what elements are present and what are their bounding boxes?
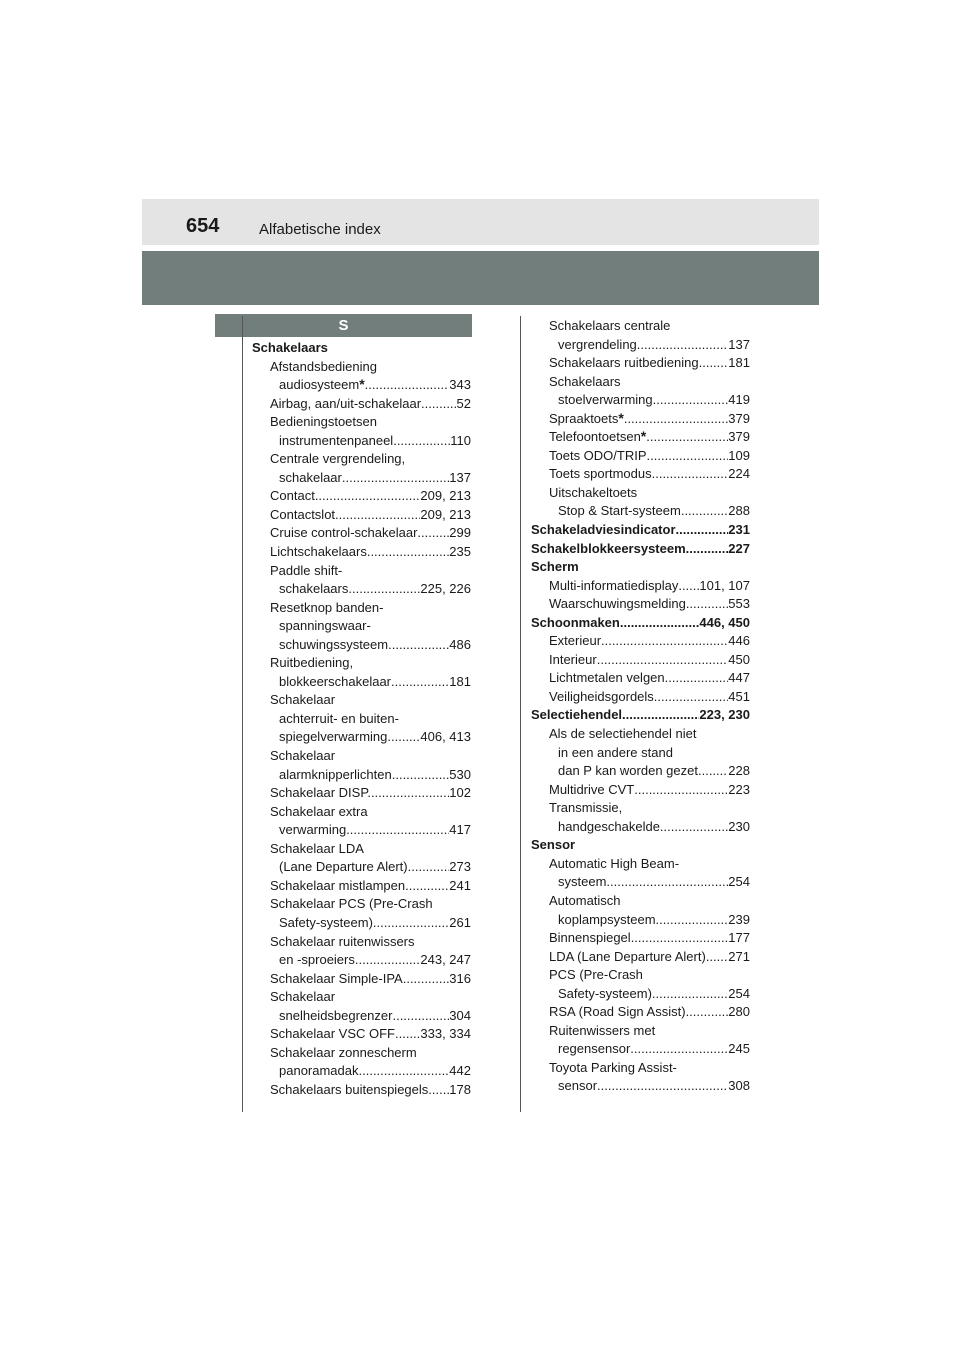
index-entry-text: Exterieur [549,633,602,649]
index-entry-text: schuwingssysteem [279,636,389,652]
index-entry-text: Schakelaar [270,692,336,708]
index-entry-text: schakelaar [279,469,342,485]
dot-leader [335,506,420,525]
dot-leader [391,673,449,692]
page-reference: 101, 107 [699,577,750,593]
page-reference: 102 [449,785,471,801]
page-reference: 223 [728,781,750,797]
dot-leader [646,428,728,447]
index-entry-text: alarmknipperlichten [279,766,392,782]
index-entry [252,673,471,692]
index-entry-text: Schakelblokkeersysteem [531,540,686,556]
index-entry [252,450,471,469]
index-heading [531,540,750,559]
index-entry [252,506,471,525]
dot-leader [686,1003,729,1022]
index-entry [252,469,471,488]
dot-leader [417,524,449,543]
dot-leader [346,821,449,840]
index-entry [531,632,750,651]
index-entry [252,691,471,710]
index-entry [252,858,471,877]
dot-leader [395,1025,420,1044]
page-reference: 442 [449,1063,471,1079]
page-reference: 181 [728,355,750,371]
index-entry-text: achterruit- en buiten- [279,710,399,726]
index-entry [531,688,750,707]
dot-leader [676,521,729,540]
index-entry-text: Uitschakeltoets [549,484,638,500]
index-entry [252,1025,471,1044]
dot-leader [342,469,449,488]
index-entry-text: PCS (Pre-Crash [549,967,643,983]
index-entry [252,766,471,785]
page-reference: 308 [728,1078,750,1094]
index-entry [531,1059,750,1078]
index-entry [531,595,750,614]
index-entry-text: in een andere stand [558,744,673,760]
page-reference: 52 [456,395,471,411]
page-reference: 178 [449,1081,471,1097]
index-entry-text: Schakelaar Simple-IPA [270,970,403,986]
index-entry: audiosysteem * ..... 343 [252,376,471,395]
dot-leader [660,818,728,837]
index-entry-text: Centrale vergrendeling, [270,451,406,467]
dot-leader [652,985,728,1004]
index-entry [531,911,750,930]
index-entry [252,747,471,766]
index-entry-text: Schakelaar zonnescherm [270,1044,417,1060]
index-entry-text: Afstandsbediening [270,358,377,374]
dot-leader [365,376,450,395]
index-entry [531,317,750,336]
section-letter: S [215,314,472,337]
dot-leader [373,914,449,933]
index-entry [531,447,750,466]
page-reference: 417 [449,822,471,838]
page-reference: 239 [728,911,750,927]
index-entry: Spraaktoets * ..... 379 [531,410,750,429]
index-entry-text: snelheidsbegrenzer [279,1007,393,1023]
page-reference: 230 [728,818,750,834]
index-entry-text: spanningswaar- [279,618,371,634]
index-entry [531,725,750,744]
dot-leader [653,391,729,410]
index-entry-text: Multidrive CVT [549,781,635,797]
dot-leader [631,929,729,948]
page-reference: 243, 247 [420,952,471,968]
page-reference: 299 [449,525,471,541]
dot-leader [656,911,729,930]
index-column-right [531,317,750,1096]
index-entry [531,818,750,837]
page-reference: 333, 334 [420,1026,471,1042]
dot-leader [428,1081,449,1100]
index-entry [531,484,750,503]
index-entry-text: Selectiehendel [531,707,623,723]
index-entry-text: Transmissie, [549,800,623,816]
dot-leader [637,336,729,355]
index-entry-text: Schakelaars [549,373,621,389]
page-reference: 209, 213 [420,506,471,522]
page-reference: 227 [728,540,750,556]
page-reference: 273 [449,859,471,875]
page-reference: 228 [728,763,750,779]
index-entry [531,799,750,818]
index-entry-text: koplampsysteem [558,911,656,927]
index-entry-text: Telefoontoetsen [549,429,641,445]
index-entry-text: verwarming [279,822,347,838]
index-entry-text: RSA (Road Sign Assist) [549,1004,686,1020]
index-entry-text: en -sproeiers [279,952,355,968]
index-entry [531,651,750,670]
index-entry [252,877,471,896]
index-entry [531,781,750,800]
index-entry-text: Toets ODO/TRIP [549,447,647,463]
page-reference: 209, 213 [420,488,471,504]
index-entry [531,892,750,911]
index-entry-text: Schakelaar DISP. [270,785,371,801]
index-heading [531,706,750,725]
dot-leader [371,784,449,803]
page-reference: 241 [449,877,471,893]
index-entry [252,636,471,655]
index-entry-text: Safety-systeem) [279,914,373,930]
index-entry [531,948,750,967]
page-reference: 446 [728,633,750,649]
dot-leader [355,951,421,970]
column-divider-right [520,316,521,1112]
index-entry [252,803,471,822]
index-entry [252,395,471,414]
index-entry [531,354,750,373]
page-reference: 225, 226 [420,581,471,597]
index-entry [252,617,471,636]
page-reference: 109 [728,447,750,463]
dot-leader [405,877,449,896]
index-entry-text: Paddle shift- [270,562,343,578]
dot-leader [597,651,729,670]
page-reference: 271 [728,948,750,964]
page-reference: 254 [728,874,750,890]
index-entry [252,1007,471,1026]
dot-leader [421,395,457,414]
dot-leader [686,540,729,559]
index-entry-text: Schakelaar LDA [270,840,364,856]
index-entry [531,465,750,484]
index-entry-text: Resetknop banden- [270,599,384,615]
index-entry-text: Schakelaars [252,340,328,355]
index-entry-text: Schakelaar PCS (Pre-Crash [270,896,433,912]
index-entry-text: Safety-systeem) [558,985,652,1001]
index-entry-text: Ruitenwissers met [549,1022,656,1038]
index-entry-text: Schakelaar ruitenwissers [270,933,415,949]
page-reference: 181 [449,673,471,689]
index-entry-text: Schakelaar extra [270,803,368,819]
index-entry [531,577,750,596]
dot-leader [686,595,728,614]
dot-leader [392,766,450,785]
index-entry [252,914,471,933]
page-reference: 486 [449,636,471,652]
index-entry-text: Ruitbediening, [270,655,354,671]
index-entry [531,669,750,688]
page-reference: 231 [728,522,750,538]
dot-leader [392,1007,449,1026]
index-entry-text: sensor [558,1078,598,1094]
index-entry-text: vergrendeling [558,336,637,352]
dot-leader [393,432,450,451]
index-entry-text: handgeschakelde [558,818,660,834]
index-entry-text: Lichtmetalen velgen [549,670,665,686]
dot-leader [706,948,728,967]
index-heading [252,339,471,358]
page-reference: 137 [449,469,471,485]
header-bar [142,199,819,245]
index-entry-text: audiosysteem [279,377,360,393]
index-column-left [252,339,471,1099]
index-heading [531,614,750,633]
index-entry-text: systeem [558,874,607,890]
page-reference: 447 [728,670,750,686]
page-reference: 419 [728,392,750,408]
index-entry: Telefoontoetsen * ..... 379 [531,428,750,447]
dot-leader [359,1062,450,1081]
index-entry [252,413,471,432]
index-entry-text: Contactslot [270,506,336,522]
index-entry [252,1062,471,1081]
index-entry-text: Scherm [531,559,579,575]
page-reference: 406, 413 [420,729,471,745]
dot-leader [622,706,699,725]
index-entry-text: Automatic High Beam- [549,855,680,871]
index-entry-text: Stop & Start-systeem [558,503,681,519]
index-entry-text: Schakelaar [270,748,336,764]
dot-leader [315,487,421,506]
index-entry-text: Schakelaars ruitbediening [549,355,699,371]
index-entry-text: Airbag, aan/uit-schakelaar [270,395,422,411]
index-entry-text: Schakelaar VSC OFF [270,1026,395,1042]
index-entry-text: blokkeerschakelaar [279,673,392,689]
page-reference: 553 [728,596,750,612]
index-entry [531,966,750,985]
page-reference: 223, 230 [699,707,750,723]
index-entry [531,336,750,355]
index-entry-text: dan P kan worden gezet. [558,763,702,779]
index-entry [252,432,471,451]
index-entry [531,1022,750,1041]
index-entry [252,970,471,989]
page-number: 654 [186,215,220,237]
page-reference: 379 [728,410,750,426]
index-entry-text: instrumentenpaneel [279,432,394,448]
index-entry-text: Toets sportmodus [549,466,652,482]
dot-leader [403,970,450,989]
index-entry [531,391,750,410]
index-entry-text: (Lane Departure Alert) [279,859,408,875]
page-reference: 379 [728,429,750,445]
index-entry-text: Lichtschakelaars [270,544,367,560]
index-entry [531,985,750,1004]
index-entry [531,762,750,781]
index-entry [252,358,471,377]
page-reference: 235 [449,544,471,560]
index-entry-text: regensensor [558,1041,631,1057]
page-title: Alfabetische index [259,221,381,238]
page-reference: 224 [728,466,750,482]
index-entry-text: Sensor [531,837,576,853]
index-entry-text: Schakelaars centrale [549,318,671,333]
index-entry [252,933,471,952]
index-entry-text: schakelaars [279,581,349,597]
page-reference: 254 [728,985,750,1001]
index-entry [531,1077,750,1096]
dot-leader [348,580,420,599]
index-entry [252,951,471,970]
index-entry [531,1040,750,1059]
index-heading [531,836,750,855]
index-heading [531,521,750,540]
page-reference: 304 [449,1007,471,1023]
dot-leader [647,447,729,466]
index-entry-text: spiegelverwarming [279,729,388,745]
dot-leader [624,410,728,429]
index-entry [252,654,471,673]
page-reference: 137 [728,336,750,352]
index-entry [531,744,750,763]
page-reference: 316 [449,970,471,986]
index-entry [252,728,471,747]
index-entry [252,784,471,803]
index-entry [252,599,471,618]
index-entry-text: Toyota Parking Assist- [549,1059,677,1075]
index-entry [531,502,750,521]
page-reference: 288 [728,503,750,519]
dot-leader [678,577,699,596]
index-entry [252,840,471,859]
index-entry-text: Automatisch [549,892,621,908]
page-reference: 110 [450,432,471,448]
index-entry-text: Schakeladviesindicator [531,522,676,538]
index-entry [252,487,471,506]
index-entry-text: Schoonmaken [531,614,620,630]
index-entry [531,373,750,392]
index-entry-text: Schakelaars buitenspiegels [270,1081,429,1097]
index-entry-text: Spraaktoets [549,410,619,426]
dot-leader [601,632,728,651]
dot-leader [408,858,450,877]
page-reference: 280 [728,1004,750,1020]
page-reference: 261 [449,914,471,930]
dot-leader [367,543,449,562]
index-heading [531,558,750,577]
index-entry-text: Waarschuwingsmelding [549,596,686,612]
index-entry-text: Interieur [549,651,597,667]
index-entry-text: Schakelaar mistlampen [270,877,406,893]
index-entry [252,1081,471,1100]
index-entry [531,855,750,874]
dot-leader [597,1077,728,1096]
page-reference: 343 [449,377,471,393]
dot-leader [606,873,728,892]
index-entry [252,1044,471,1063]
index-entry [252,543,471,562]
index-entry [531,929,750,948]
column-divider-left [242,316,243,1112]
index-entry-text: panoramadak [279,1063,359,1079]
dot-leader [652,465,729,484]
page-reference: 530 [449,766,471,782]
page-reference: 245 [728,1041,750,1057]
dot-leader [702,762,729,781]
dot-leader [654,688,729,707]
page-reference: 177 [728,930,750,946]
index-entry-text: Multi-informatiedisplay [549,577,679,593]
page-reference: 451 [728,688,750,704]
dot-leader [665,669,729,688]
header-band [142,251,819,305]
index-entry [252,895,471,914]
index-entry-text: Cruise control-schakelaar [270,525,418,541]
dot-leader [699,354,729,373]
index-entry-text: stoelverwarming [558,392,653,408]
index-entry [252,988,471,1007]
index-entry [252,562,471,581]
page-reference: 450 [728,651,750,667]
index-entry-text: Binnenspiegel [549,930,631,946]
index-entry [252,524,471,543]
dot-leader [630,1040,728,1059]
index-entry-text: Schakelaar [270,989,336,1005]
dot-leader [681,502,728,521]
dot-leader [634,781,728,800]
index-entry [252,580,471,599]
index-entry-text: LDA (Lane Departure Alert) [549,948,706,964]
index-entry [252,821,471,840]
index-entry-text: Contact [270,488,315,504]
index-entry-text: Bedieningstoetsen [270,414,377,430]
dot-leader [620,614,700,633]
page-reference: 446, 450 [699,614,750,630]
dot-leader [387,728,420,747]
index-entry-text: Als de selectiehendel niet [549,726,697,742]
index-entry [531,873,750,892]
index-entry [252,710,471,729]
dot-leader [388,636,449,655]
index-entry-text: Veiligheidsgordels [549,688,654,704]
index-entry [531,1003,750,1022]
